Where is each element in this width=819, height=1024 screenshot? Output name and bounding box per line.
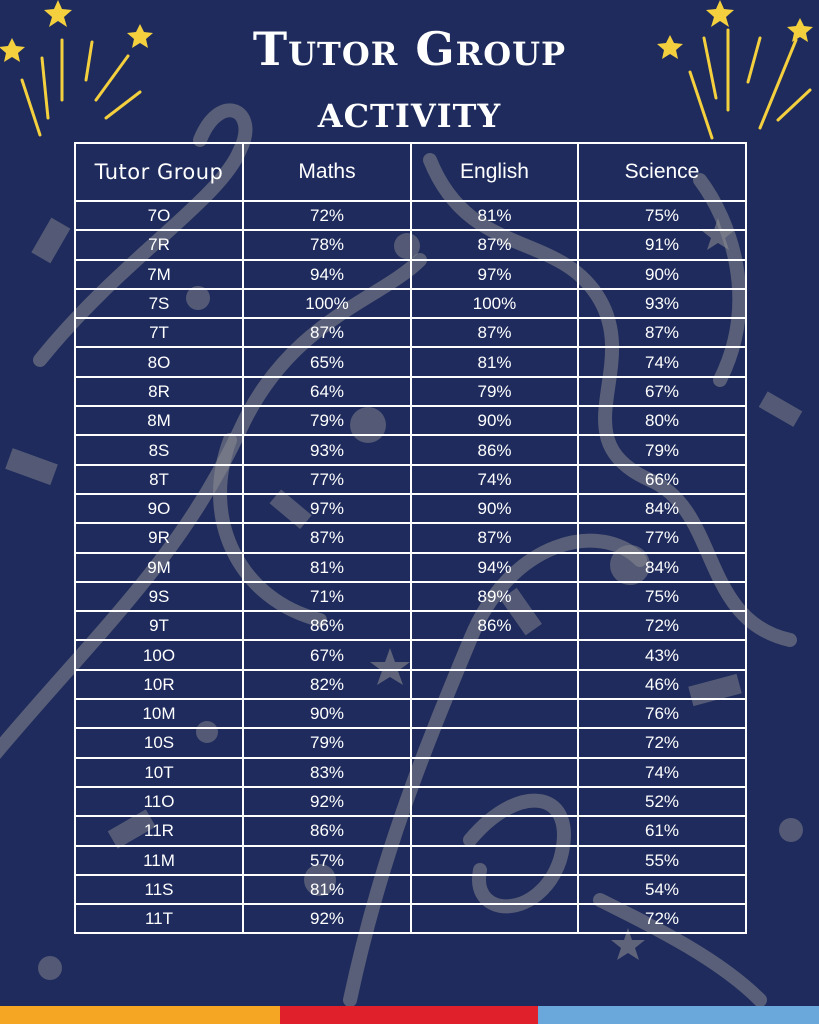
maths-cell: 72% (243, 201, 411, 230)
tutor-group-cell: 7O (75, 201, 243, 230)
maths-cell: 87% (243, 523, 411, 552)
header-english: English (411, 143, 578, 201)
table-row (75, 816, 746, 845)
table-row (75, 230, 746, 259)
table-body (75, 201, 746, 933)
science-cell: 72% (578, 611, 746, 640)
tutor-group-cell: 10M (75, 699, 243, 728)
table-header-row (75, 143, 746, 201)
science-cell: 43% (578, 640, 746, 669)
table-row (75, 377, 746, 406)
english-cell (411, 846, 578, 875)
table-row (75, 904, 746, 933)
maths-cell: 65% (243, 347, 411, 376)
english-cell: 87% (411, 318, 578, 347)
table-row (75, 787, 746, 816)
tutor-group-cell: 9R (75, 523, 243, 552)
science-cell: 91% (578, 230, 746, 259)
tutor-group-cell: 9O (75, 494, 243, 523)
tutor-group-cell: 8O (75, 347, 243, 376)
english-cell: 94% (411, 553, 578, 582)
tutor-group-cell: 7T (75, 318, 243, 347)
english-cell: 100% (411, 289, 578, 318)
maths-cell: 64% (243, 377, 411, 406)
maths-cell: 87% (243, 318, 411, 347)
english-cell: 79% (411, 377, 578, 406)
maths-cell: 86% (243, 611, 411, 640)
english-cell (411, 728, 578, 757)
tutor-group-cell: 8T (75, 465, 243, 494)
maths-cell: 79% (243, 406, 411, 435)
tutor-group-cell: 10O (75, 640, 243, 669)
science-cell: 66% (578, 465, 746, 494)
science-cell: 90% (578, 260, 746, 289)
science-cell: 72% (578, 728, 746, 757)
header-maths: Maths (243, 143, 411, 201)
english-cell: 86% (411, 435, 578, 464)
bar-segment-orange (0, 1006, 280, 1024)
english-cell: 97% (411, 260, 578, 289)
maths-cell: 67% (243, 640, 411, 669)
science-cell: 75% (578, 201, 746, 230)
maths-cell: 83% (243, 758, 411, 787)
title-line-1: Tutor Group (252, 22, 567, 76)
header-science: Science (578, 143, 746, 201)
english-cell (411, 904, 578, 933)
tutor-group-cell: 11R (75, 816, 243, 845)
table-row (75, 494, 746, 523)
tutor-group-cell: 8M (75, 406, 243, 435)
english-cell: 81% (411, 201, 578, 230)
table-row (75, 465, 746, 494)
tutor-group-cell: 8R (75, 377, 243, 406)
table-row (75, 523, 746, 552)
science-cell: 54% (578, 875, 746, 904)
maths-cell: 81% (243, 875, 411, 904)
maths-cell: 92% (243, 787, 411, 816)
english-cell (411, 758, 578, 787)
table-row (75, 758, 746, 787)
table-row (75, 347, 746, 376)
maths-cell: 86% (243, 816, 411, 845)
science-cell: 72% (578, 904, 746, 933)
maths-cell: 57% (243, 846, 411, 875)
tutor-group-cell: 9S (75, 582, 243, 611)
title-line-2: activity (317, 84, 502, 138)
maths-cell: 100% (243, 289, 411, 318)
table-row (75, 318, 746, 347)
maths-cell: 71% (243, 582, 411, 611)
english-cell: 86% (411, 611, 578, 640)
tutor-group-cell: 11T (75, 904, 243, 933)
english-cell: 89% (411, 582, 578, 611)
maths-cell: 82% (243, 670, 411, 699)
tutor-group-cell: 10S (75, 728, 243, 757)
bar-segment-red (280, 1006, 538, 1024)
maths-cell: 78% (243, 230, 411, 259)
science-cell: 76% (578, 699, 746, 728)
table-row (75, 406, 746, 435)
english-cell: 81% (411, 347, 578, 376)
maths-cell: 97% (243, 494, 411, 523)
tutor-group-cell: 11M (75, 846, 243, 875)
tutor-group-cell: 8S (75, 435, 243, 464)
tutor-group-cell: 7S (75, 289, 243, 318)
science-cell: 52% (578, 787, 746, 816)
english-cell: 74% (411, 465, 578, 494)
science-cell: 55% (578, 846, 746, 875)
maths-cell: 77% (243, 465, 411, 494)
maths-cell: 81% (243, 553, 411, 582)
science-cell: 84% (578, 553, 746, 582)
tutor-group-cell: 9T (75, 611, 243, 640)
tutor-group-cell: 11O (75, 787, 243, 816)
science-cell: 87% (578, 318, 746, 347)
english-cell (411, 640, 578, 669)
science-cell: 80% (578, 406, 746, 435)
tutor-group-cell: 10R (75, 670, 243, 699)
maths-cell: 92% (243, 904, 411, 933)
bar-segment-blue (538, 1006, 819, 1024)
tutor-group-cell: 9M (75, 553, 243, 582)
english-cell (411, 875, 578, 904)
table-row (75, 640, 746, 669)
science-cell: 46% (578, 670, 746, 699)
science-cell: 79% (578, 435, 746, 464)
table-row (75, 699, 746, 728)
english-cell: 87% (411, 230, 578, 259)
table-row (75, 611, 746, 640)
table-row (75, 553, 746, 582)
science-cell: 61% (578, 816, 746, 845)
science-cell: 93% (578, 289, 746, 318)
table-row (75, 260, 746, 289)
science-cell: 74% (578, 758, 746, 787)
page-title (0, 18, 819, 142)
english-cell (411, 670, 578, 699)
english-cell (411, 699, 578, 728)
table-row (75, 875, 746, 904)
bottom-color-bar (0, 1006, 819, 1024)
maths-cell: 90% (243, 699, 411, 728)
maths-cell: 93% (243, 435, 411, 464)
table-row (75, 201, 746, 230)
english-cell (411, 816, 578, 845)
maths-cell: 79% (243, 728, 411, 757)
science-cell: 74% (578, 347, 746, 376)
science-cell: 77% (578, 523, 746, 552)
header-tutor-group: Tutor Group (75, 143, 243, 201)
table-row (75, 435, 746, 464)
science-cell: 67% (578, 377, 746, 406)
maths-cell: 94% (243, 260, 411, 289)
english-cell: 90% (411, 494, 578, 523)
tutor-group-cell: 10T (75, 758, 243, 787)
tutor-group-cell: 11S (75, 875, 243, 904)
table-row (75, 846, 746, 875)
table-row (75, 582, 746, 611)
english-cell: 87% (411, 523, 578, 552)
table-row (75, 289, 746, 318)
english-cell: 90% (411, 406, 578, 435)
table-row (75, 670, 746, 699)
english-cell (411, 787, 578, 816)
table-row (75, 728, 746, 757)
tutor-group-cell: 7R (75, 230, 243, 259)
activity-table (74, 142, 747, 934)
tutor-group-cell: 7M (75, 260, 243, 289)
science-cell: 84% (578, 494, 746, 523)
science-cell: 75% (578, 582, 746, 611)
